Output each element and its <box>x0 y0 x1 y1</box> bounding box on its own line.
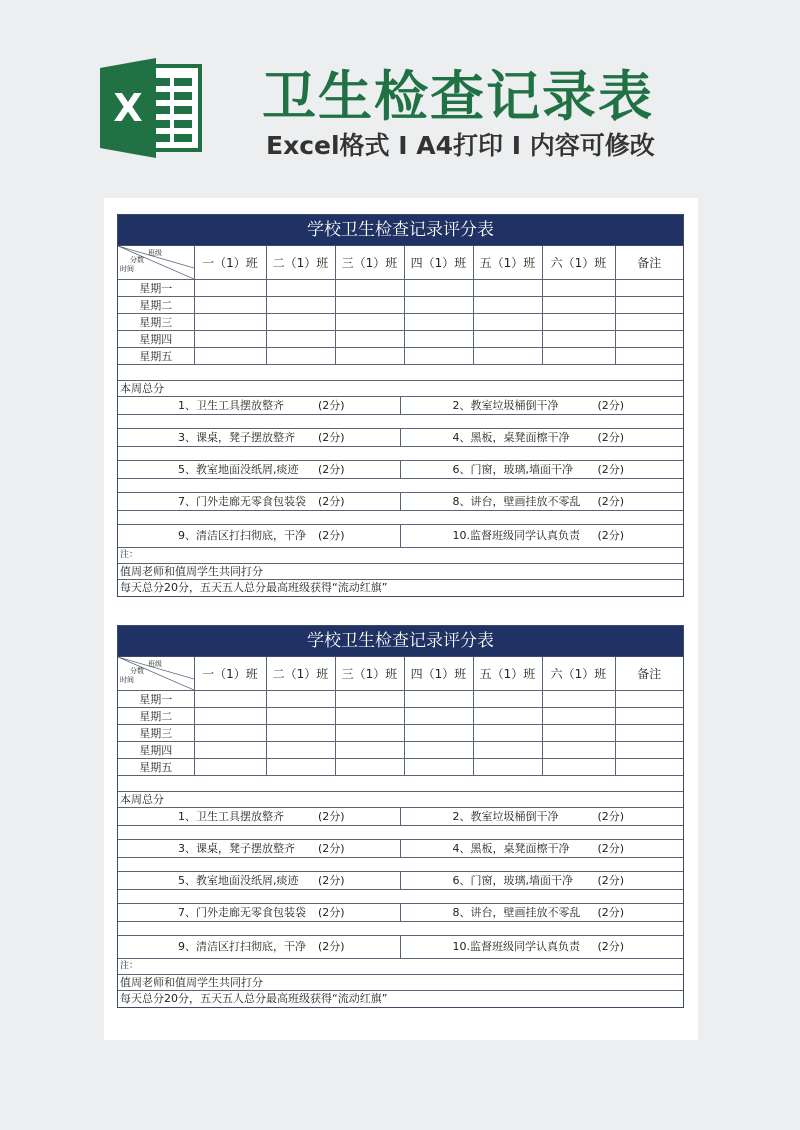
day-row <box>118 690 683 707</box>
criteria-row <box>118 808 683 826</box>
blank-row <box>118 890 683 904</box>
criterion-points: (2分) <box>597 528 625 542</box>
criterion-points: (2分) <box>597 462 625 476</box>
criterion-text: 10.监督班级同学认真负责 <box>452 939 580 953</box>
criteria-row <box>118 525 683 548</box>
score-cell[interactable] <box>473 741 542 758</box>
week-total-label: 本周总分 <box>118 792 683 808</box>
note-label: 注： <box>118 959 683 975</box>
day-label: 星期五 <box>118 758 194 775</box>
diagonal-header-cell <box>118 246 194 279</box>
criterion-text: 2、教室垃圾桶倒干净 <box>452 809 559 823</box>
criterion-points: (2分) <box>597 905 625 919</box>
score-cell[interactable] <box>266 296 335 313</box>
score-cell[interactable] <box>542 347 615 364</box>
criterion-text: 2、教室垃圾桶倒干净 <box>452 398 559 412</box>
column-header: 备注 <box>615 657 683 690</box>
week-total-label: 本周总分 <box>118 381 683 397</box>
score-cell[interactable] <box>404 707 473 724</box>
criterion-points: (2分) <box>318 528 345 542</box>
score-cell[interactable] <box>473 296 542 313</box>
page-subtitle: Excel格式 I A4打印 I 内容可修改 <box>266 131 655 160</box>
day-label: 星期五 <box>118 347 194 364</box>
score-cell[interactable] <box>266 313 335 330</box>
svg-text:X: X <box>113 86 143 130</box>
criterion-points: (2分) <box>597 873 625 887</box>
score-cell[interactable] <box>404 724 473 741</box>
score-cell[interactable] <box>266 758 335 775</box>
score-cell[interactable] <box>194 758 266 775</box>
criterion-text: 4、黑板，桌凳面檫干净 <box>452 430 570 444</box>
criterion-text: 8、讲台，壁画挂放不零乱 <box>452 494 581 508</box>
criterion-text: 7、门外走廊无零食包装袋 <box>178 494 306 508</box>
score-cell[interactable] <box>194 279 266 296</box>
day-label: 星期一 <box>118 279 194 296</box>
blank-row <box>118 365 683 381</box>
score-cell[interactable] <box>335 330 404 347</box>
criterion-points: (2分) <box>597 430 625 444</box>
criteria-row <box>118 397 683 415</box>
criterion-text: 1、卫生工具摆放整齐 <box>178 398 284 412</box>
score-cell[interactable] <box>473 330 542 347</box>
day-row <box>118 724 683 741</box>
score-cell[interactable] <box>194 690 266 707</box>
criterion-points: (2分) <box>597 841 625 855</box>
remark-cell[interactable] <box>615 707 683 724</box>
score-cell[interactable] <box>194 347 266 364</box>
criterion-points: (2分) <box>318 398 345 412</box>
score-cell[interactable] <box>542 279 615 296</box>
criterion-text: 6、门窗，玻璃,墙面干净 <box>452 873 573 887</box>
criteria-row <box>118 904 683 922</box>
column-header: 一（1）班 <box>194 657 266 690</box>
column-header: 备注 <box>615 246 683 279</box>
criteria-row <box>118 872 683 890</box>
day-label: 星期二 <box>118 707 194 724</box>
column-header: 五（1）班 <box>473 657 542 690</box>
score-cell[interactable] <box>335 741 404 758</box>
score-cell[interactable] <box>335 724 404 741</box>
column-header: 二（1）班 <box>266 657 335 690</box>
day-label: 星期二 <box>118 296 194 313</box>
criterion-points: (2分) <box>318 873 345 887</box>
blank-row <box>118 415 683 429</box>
diagonal-header-cell <box>118 657 194 690</box>
form-title: 学校卫生检查记录评分表 <box>118 215 683 246</box>
page-title: 卫生检查记录表 <box>262 65 654 128</box>
criterion-text: 3、课桌，凳子摆放整齐 <box>178 841 295 855</box>
score-cell[interactable] <box>542 741 615 758</box>
day-row <box>118 296 683 313</box>
criterion-text: 7、门外走廊无零食包装袋 <box>178 905 306 919</box>
score-cell[interactable] <box>335 313 404 330</box>
criterion-text: 3、课桌，凳子摆放整齐 <box>178 430 295 444</box>
excel-logo-icon <box>100 58 204 158</box>
criterion-points: (2分) <box>318 939 345 953</box>
column-header: 一（1）班 <box>194 246 266 279</box>
score-cell[interactable] <box>194 724 266 741</box>
score-cell[interactable] <box>335 758 404 775</box>
criterion-text: 8、讲台，壁画挂放不零乱 <box>452 905 581 919</box>
score-form-1 <box>117 214 684 597</box>
day-row <box>118 758 683 775</box>
criterion-points: (2分) <box>597 939 625 953</box>
form-title: 学校卫生检查记录评分表 <box>118 626 683 657</box>
day-row <box>118 741 683 758</box>
criterion-text: 5、教室地面没纸屑,痰迹 <box>178 462 299 476</box>
day-row <box>118 279 683 296</box>
score-cell[interactable] <box>266 279 335 296</box>
day-label: 星期四 <box>118 330 194 347</box>
diag-label-class: 班级 <box>148 249 162 257</box>
column-header: 二（1）班 <box>266 246 335 279</box>
column-header: 五（1）班 <box>473 246 542 279</box>
score-cell[interactable] <box>335 279 404 296</box>
note-line: 每天总分20分，五天五人总分最高班级获得“流动红旗” <box>120 991 388 1005</box>
column-header: 四（1）班 <box>404 246 473 279</box>
remark-cell[interactable] <box>615 313 683 330</box>
blank-row <box>118 776 683 792</box>
score-form-2 <box>117 625 684 1008</box>
criterion-points: (2分) <box>318 494 345 508</box>
day-label: 星期三 <box>118 724 194 741</box>
remark-cell[interactable] <box>615 724 683 741</box>
score-cell[interactable] <box>542 313 615 330</box>
score-cell[interactable] <box>404 296 473 313</box>
criterion-text: 6、门窗，玻璃,墙面干净 <box>452 462 573 476</box>
score-cell[interactable] <box>404 347 473 364</box>
score-cell[interactable] <box>542 758 615 775</box>
diag-label-time: 时间 <box>120 265 134 273</box>
score-cell[interactable] <box>335 347 404 364</box>
score-cell[interactable] <box>335 707 404 724</box>
blank-row <box>118 922 683 936</box>
criterion-points: (2分) <box>318 809 345 823</box>
day-row <box>118 347 683 364</box>
score-cell[interactable] <box>404 741 473 758</box>
remark-cell[interactable] <box>615 347 683 364</box>
day-row <box>118 707 683 724</box>
diag-label-score: 分数 <box>130 256 144 264</box>
column-header: 六（1）班 <box>542 657 615 690</box>
criterion-text: 10.监督班级同学认真负责 <box>452 528 580 542</box>
criteria-row <box>118 461 683 479</box>
day-row <box>118 330 683 347</box>
score-cell[interactable] <box>542 724 615 741</box>
diag-label-score: 分数 <box>130 667 144 675</box>
criterion-points: (2分) <box>597 494 625 508</box>
score-cell[interactable] <box>473 279 542 296</box>
criteria-row <box>118 936 683 959</box>
remark-cell[interactable] <box>615 690 683 707</box>
column-header: 三（1）班 <box>335 246 404 279</box>
score-cell[interactable] <box>404 758 473 775</box>
score-table <box>118 657 683 776</box>
criteria-row <box>118 429 683 447</box>
score-cell[interactable] <box>335 690 404 707</box>
remark-cell[interactable] <box>615 330 683 347</box>
score-cell[interactable] <box>404 690 473 707</box>
score-cell[interactable] <box>404 279 473 296</box>
blank-row <box>118 511 683 525</box>
day-row <box>118 313 683 330</box>
blank-row <box>118 479 683 493</box>
column-header: 四（1）班 <box>404 657 473 690</box>
criterion-points: (2分) <box>597 398 625 412</box>
criterion-points: (2分) <box>318 841 345 855</box>
score-cell[interactable] <box>473 707 542 724</box>
criterion-text: 5、教室地面没纸屑,痰迹 <box>178 873 299 887</box>
score-cell[interactable] <box>194 707 266 724</box>
score-cell[interactable] <box>266 347 335 364</box>
score-table <box>118 246 683 365</box>
blank-row <box>118 826 683 840</box>
score-cell[interactable] <box>194 741 266 758</box>
criterion-points: (2分) <box>318 430 345 444</box>
criteria-row <box>118 840 683 858</box>
score-cell[interactable] <box>473 313 542 330</box>
score-cell[interactable] <box>473 724 542 741</box>
note-line: 值周老师和值周学生共同打分 <box>118 564 683 580</box>
remark-cell[interactable] <box>615 758 683 775</box>
blank-row <box>118 447 683 461</box>
score-cell[interactable] <box>194 330 266 347</box>
score-cell[interactable] <box>335 296 404 313</box>
day-label: 星期一 <box>118 690 194 707</box>
diag-label-time: 时间 <box>120 676 134 684</box>
score-cell[interactable] <box>404 330 473 347</box>
score-cell[interactable] <box>542 707 615 724</box>
score-cell[interactable] <box>542 690 615 707</box>
score-cell[interactable] <box>542 296 615 313</box>
note-label: 注： <box>118 548 683 564</box>
criterion-points: (2分) <box>318 905 345 919</box>
diag-label-class: 班级 <box>148 660 162 668</box>
blank-row <box>118 858 683 872</box>
criterion-points: (2分) <box>318 462 345 476</box>
criterion-text: 4、黑板，桌凳面檫干净 <box>452 841 570 855</box>
criterion-points: (2分) <box>597 809 625 823</box>
day-label: 星期四 <box>118 741 194 758</box>
score-cell[interactable] <box>266 707 335 724</box>
score-cell[interactable] <box>266 741 335 758</box>
score-cell[interactable] <box>542 330 615 347</box>
criterion-text: 1、卫生工具摆放整齐 <box>178 809 284 823</box>
day-label: 星期三 <box>118 313 194 330</box>
remark-cell[interactable] <box>615 296 683 313</box>
score-cell[interactable] <box>473 347 542 364</box>
score-cell[interactable] <box>473 758 542 775</box>
score-cell[interactable] <box>266 330 335 347</box>
score-cell[interactable] <box>266 724 335 741</box>
score-cell[interactable] <box>404 313 473 330</box>
remark-cell[interactable] <box>615 741 683 758</box>
column-header: 三（1）班 <box>335 657 404 690</box>
note-line: 值周老师和值周学生共同打分 <box>118 975 683 991</box>
score-cell[interactable] <box>194 296 266 313</box>
remark-cell[interactable] <box>615 279 683 296</box>
criterion-text: 9、清洁区打扫彻底，干净 <box>178 939 306 953</box>
criteria-row <box>118 493 683 511</box>
column-header: 六（1）班 <box>542 246 615 279</box>
score-cell[interactable] <box>266 690 335 707</box>
score-cell[interactable] <box>473 690 542 707</box>
note-line: 每天总分20分，五天五人总分最高班级获得“流动红旗” <box>120 580 388 594</box>
score-cell[interactable] <box>194 313 266 330</box>
criterion-text: 9、清洁区打扫彻底，干净 <box>178 528 306 542</box>
